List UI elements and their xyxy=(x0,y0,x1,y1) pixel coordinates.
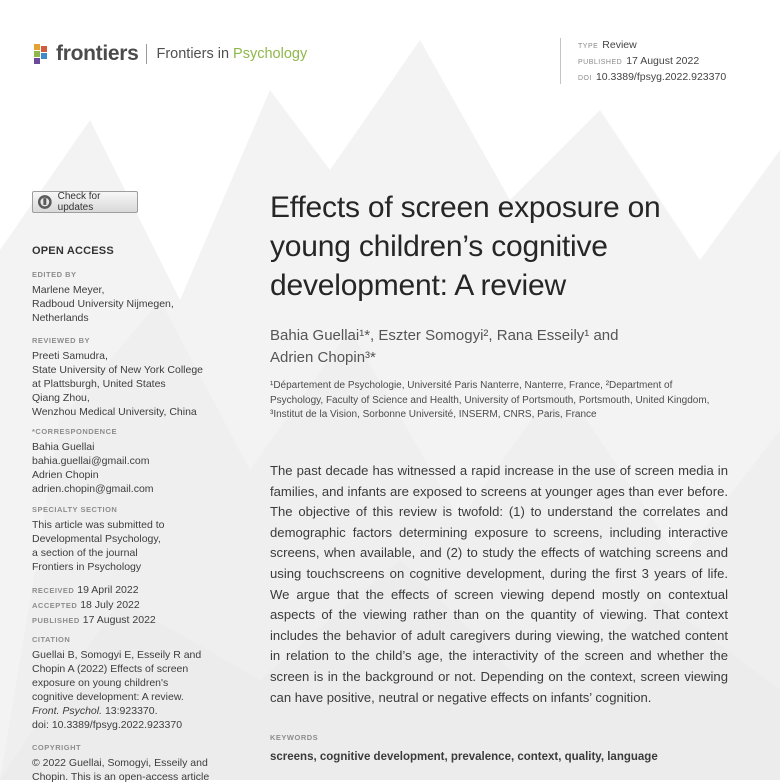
journal-name: Frontiers in Psychology xyxy=(156,46,308,62)
check-updates-label: Check for updates xyxy=(57,191,101,213)
dates-section xyxy=(32,583,232,628)
correspondence-section: *CORRESPONDENCE Bahia Guellai bahia.guellai@gmail.com Adrien Chopin adrien.chopin@gmail.com xyxy=(32,427,232,496)
citation-doi[interactable]: doi: 10.3389/fpsyg.2022.923370 xyxy=(32,719,183,731)
reviewed-by-section: REVIEWED BY Preeti Samudra, State University of New York College at Plattsburgh, United States Qiang Zhou, Wenzhou Medical University, China xyxy=(32,336,203,418)
meta-type: TYPE Review xyxy=(578,39,637,51)
article-meta xyxy=(560,38,726,84)
affiliations: ¹Département de Psychologie, Université Paris Nanterre, Nanterre, France, ²Department of Psychology, Faculty of Science and Health, University of Portsmouth, Portsmouth, United Kingdom, ³Institut de la Vision, Sorbonne Université, INSERM, CNRS, Paris, France xyxy=(270,380,710,420)
edited-by-section: EDITED BY Marlene Meyer, Radboud University Nijmegen, Netherlands xyxy=(32,270,174,324)
keywords-label: KEYWORDS xyxy=(270,733,319,742)
abstract: The past decade has witnessed a rapid increase in the use of screen media in families, and infants are exposed to screens at younger ages than ever before. The objective of this review is twofold: (1) to understand the correlates and demographic factors determining exposure to screens, including interactive screens, when available, and (2) to study the effects of watching screens and using touchscreens on cognitive development, during the first 3 years of life. We argue that the effects of screen viewing depend mostly on contextual aspects of the viewing rather than on the quantity of viewing. That context includes the behavior of adult caregivers during viewing, the watched content in relation to the child’s age, the interactivity of the screen and whether the screen is in the background or not. Depending on the context, screen viewing can have positive, neutral or negative effects on infants’ cognition. xyxy=(270,463,728,705)
meta-doi[interactable]: DOI 10.3389/fpsyg.2022.923370 xyxy=(578,71,727,83)
brand-name: frontiers xyxy=(56,42,139,65)
open-access-label: OPEN ACCESS xyxy=(32,245,114,257)
authors: Bahia Guellai¹*, Eszter Somogyi², Rana Esseily¹ and Adrien Chopin³* xyxy=(270,327,619,366)
copyright-section: COPYRIGHT © 2022 Guellai, Somogyi, Esseily and Chopin. This is an open-access article xyxy=(32,743,210,783)
check-for-updates-button[interactable] xyxy=(32,191,138,213)
keywords: screens, cognitive development, prevalence, context, quality, language xyxy=(270,751,658,763)
article-title: Effects of screen exposure on young children’s cognitive development: A review xyxy=(270,191,661,302)
accepted-date: ACCEPTED 18 July 2022 xyxy=(32,599,140,611)
check-updates-icon xyxy=(37,194,53,210)
email-link[interactable]: bahia.guellai@gmail.com xyxy=(32,455,150,467)
meta-published: PUBLISHED 17 August 2022 xyxy=(578,55,700,67)
email-link[interactable]: adrien.chopin@gmail.com xyxy=(32,483,154,495)
published-date: PUBLISHED 17 August 2022 xyxy=(32,614,156,626)
received-date: RECEIVED 19 April 2022 xyxy=(32,584,139,596)
frontiers-logo xyxy=(32,42,307,66)
specialty-section: SPECIALTY SECTION This article was submitted to Developmental Psychology, a section of the journal Frontiers in Psychology xyxy=(32,505,165,573)
frontiers-logo-icon xyxy=(32,43,52,65)
citation-section: CITATION Guellai B, Somogyi E, Esseily R and Chopin A (2022) Effects of screen exposure on young children's cognitive development: A review. Front. Psychol. 13:923370. doi: 10.3389/fpsyg.2022.923370 xyxy=(32,635,232,732)
logo-divider xyxy=(146,44,147,64)
